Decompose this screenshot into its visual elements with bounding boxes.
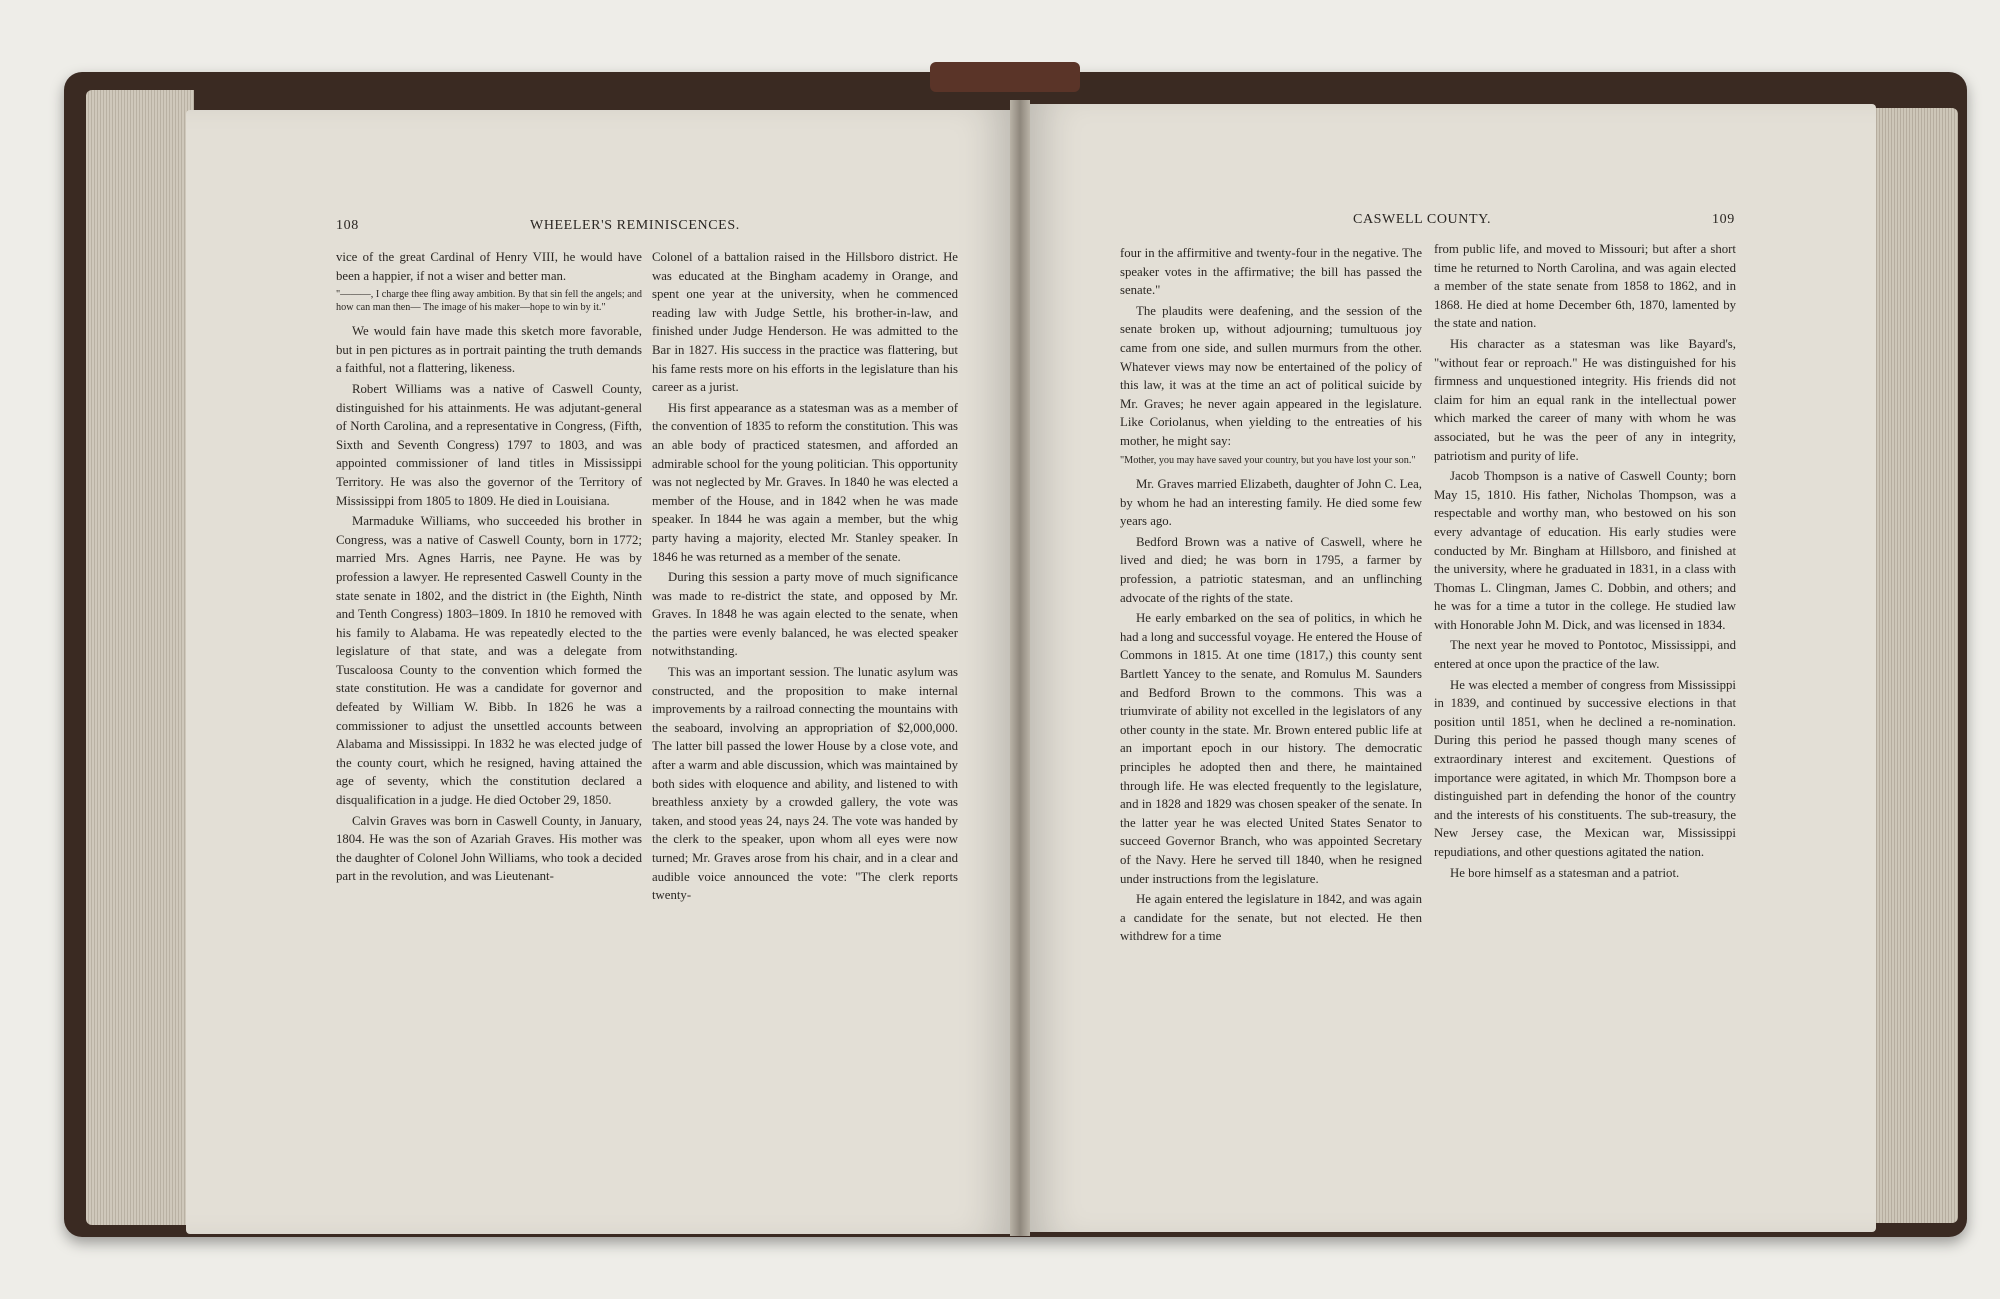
- right-page-column-2: [1434, 240, 1736, 884]
- paragraph: His first appearance as a statesman was as a member of the convention of 1835 to reform the constitution. This was an able body of practiced statesmen, and afforded an admirable school for the young politician. This opportunity was not neglected by Mr. Graves. In 1840 he was elected a member of the House, and in 1842 when he was made speaker. In 1844 he was again a member, but the whig party having a majority, elected Mr. Stanley speaker. In 1846 he was returned as a member of the senate.: [652, 400, 958, 564]
- paragraph: The next year he moved to Pontotoc, Mississippi, and entered at once upon the practice of the law.: [1434, 638, 1736, 672]
- right-page-column-1: [1120, 244, 1422, 948]
- paragraph: His character as a statesman was like Bayard's, "without fear or reproach." He was distinguished for his firmness and unquestioned integrity. His friends did not claim for him an equal rank in the intellectual power which marked the career of many with whom he was associated, but he was the peer of any in integrity, patriotism and purity of life.: [1434, 336, 1736, 463]
- paragraph: four in the affirmitive and twenty-four in the negative. The speaker votes in the affirmative; the bill has passed the senate.": [1120, 246, 1422, 298]
- paragraph: He early embarked on the sea of politics, in which he had a long and successful voyage. He entered the House of Commons in 1815. At one time (1817,) this county sent Bartlett Yancey to the senate, and Romulus M. Saunders and Bedford Brown to the commons. This was a triumvirate of ability not excelled in the legislators of any other county in the state. Mr. Brown entered public life at an important epoch in our history. The democratic principles he adopted then and there, he maintained through life. He was elected frequently to the legislature, and in 1828 and 1829 was chosen speaker of the senate. In the latter year he was elected United States Senator to succeed Governor Branch, who was appointed Secretary of the Navy. Here he served till 1840, when he resigned under instructions from the legislature.: [1120, 611, 1422, 886]
- left-page-column-1: [336, 248, 642, 888]
- paragraph: vice of the great Cardinal of Henry VIII, he would have been a happier, if not a wiser and better man.: [336, 250, 642, 283]
- paragraph: The plaudits were deafening, and the session of the senate broken up, without adjourning; tumultuous joy came from one side, and sullen murmurs from the other. Whatever views may now be entertained of the policy of this law, it was at the time an act of political suicide by Mr. Graves; he never again appeared in the legislature. Like Coriolanus, when yielding to the entreaties of his mother, he might say:: [1120, 303, 1422, 448]
- paragraph: Marmaduke Williams, who succeeded his brother in Congress, was a native of Caswell County, born in 1772; married Mrs. Agnes Harris, nee Payne. He was by profession a lawyer. He represented Caswell County in the state senate in 1802, and the district in (the Eighth, Ninth and Tenth Congress) 1803–1809. In 1810 he removed with his family to Alabama. He was repeatedly elected to the legislature of that state, and was a delegate from Tuscaloosa County to the convention which formed the state constitution. He was a candidate for governor and defeated by William W. Bibb. In 1826 he was a commissioner to adjust the unsettled accounts between Alabama and Mississippi. In 1832 he was elected judge of the county court, which he resigned, having attained the age of seventy, which the constitution declared a disqualification in a judge. He died October 29, 1850.: [336, 514, 642, 808]
- paragraph: This was an important session. The lunatic asylum was constructed, and the proposition to make internal improvements by a railroad connecting the mountains with the seaboard, involving an appropriation of $2,000,000. The latter bill passed the lower House by a close vote, and after a warm and able discussion, which was maintained by both sides with eloquence and ability, and listened to with breathless anxiety by a crowded gallery, the vote was taken, and stood yeas 24, nays 24. The vote was handed by the clerk to the speaker, upon whom all eyes were now turned; Mr. Graves arose from his chair, and in a clear and audible voice announced the vote: "The clerk reports twenty-: [652, 665, 958, 903]
- book-spine: [930, 62, 1080, 92]
- paragraph: Mr. Graves married Elizabeth, daughter of John C. Lea, by whom he had an interesting family. He died some few years ago.: [1120, 477, 1422, 529]
- right-page-number: 109: [1712, 212, 1735, 227]
- quotation: "Mother, you may have saved your country, but you have lost your son.": [1120, 454, 1416, 466]
- paragraph: Bedford Brown was a native of Caswell, where he lived and died; he was born in 1795, a farmer by profession, a patriotic statesman, and an unflinching advocate of the rights of the state.: [1120, 534, 1422, 605]
- page-edges-right: [1868, 108, 1958, 1223]
- book-gutter: [1010, 100, 1030, 1236]
- paragraph: from public life, and moved to Missouri; but after a short time he returned to North Carolina, and was again elected a member of the state senate from 1858 to 1862, and in 1868. He died at home December 6th, 1870, lamented by the state and nation.: [1434, 242, 1736, 331]
- left-page-number: 108: [336, 218, 359, 233]
- right-running-header: CASWELL COUNTY.: [1353, 212, 1492, 227]
- paragraph: He bore himself as a statesman and a patriot.: [1450, 865, 1680, 880]
- quotation: "———, I charge thee fling away ambition. By that sin fell the angels; and how can man then— The image of his maker—hope to win by it.": [336, 289, 642, 313]
- paragraph: Jacob Thompson is a native of Caswell County; born May 15, 1810. His father, Nicholas Thompson, was a respectable and worthy man, who bestowed on his son every advantage of education. His early studies were conducted by Mr. Bingham at Hillsboro, and finished at the university, where he graduated in 1831, in a class with Thomas L. Clingman, James C. Dobbin, and others; and he was for a time a tutor in the college. He studied law with Honorable John M. Dick, and was licensed in 1834.: [1434, 469, 1736, 632]
- paragraph: During this session a party move of much significance was made to re-district the state, and opposed by Mr. Graves. In 1848 he was again elected to the senate, when the parties were evenly balanced, he was elected speaker notwithstanding.: [652, 570, 958, 659]
- page-edges-left: [86, 90, 194, 1225]
- left-page-column-2: [652, 248, 958, 907]
- paragraph: Calvin Graves was born in Caswell County, in January, 1804. He was the son of Azariah Graves. His mother was the daughter of Colonel John Williams, who took a decided part in the revolution, and was Lieutenant-: [336, 813, 642, 884]
- paragraph: Colonel of a battalion raised in the Hillsboro district. He was educated at the Bingham academy in Orange, and spent one year at the university, when he commenced reading law with Judge Settle, his brother-in-law, and finished under Judge Henderson. He was admitted to the Bar in 1827. His success in the practice was flattering, but his fame rests more on his efforts in the legislature than his career as a jurist.: [652, 250, 958, 395]
- paragraph: He was elected a member of congress from Mississippi in 1839, and continued by successive elections in that position until 1851, when he declined a re-nomination. During this period he passed though many scenes of extraordinary interest and excitement. Questions of importance were agitated, in which Mr. Thompson bore a distinguished part in defending the honor of the country and the interests of his constituents. The sub-treasury, the New Jersey case, the Mexican war, Mississippi repudiations, and other questions agitated the nation.: [1434, 677, 1736, 859]
- paragraph: Robert Williams was a native of Caswell County, distinguished for his attainments. He was adjutant-general of North Carolina, and a representative in Congress, (Fifth, Sixth and Seventh Congress) 1797 to 1803, and was appointed commissioner of land titles in Mississippi Territory. He was also the governor of the Territory of Mississippi from 1805 to 1809. He died in Louisiana.: [336, 381, 642, 508]
- paragraph: He again entered the legislature in 1842, and was again a candidate for the senate, but not elected. He then withdrew for a time: [1120, 892, 1422, 944]
- left-running-header: WHEELER'S REMINISCENCES.: [530, 218, 740, 233]
- paragraph: We would fain have made this sketch more favorable, but in pen pictures as in portrait painting the truth demands a faithful, not a flattering, likeness.: [336, 324, 642, 376]
